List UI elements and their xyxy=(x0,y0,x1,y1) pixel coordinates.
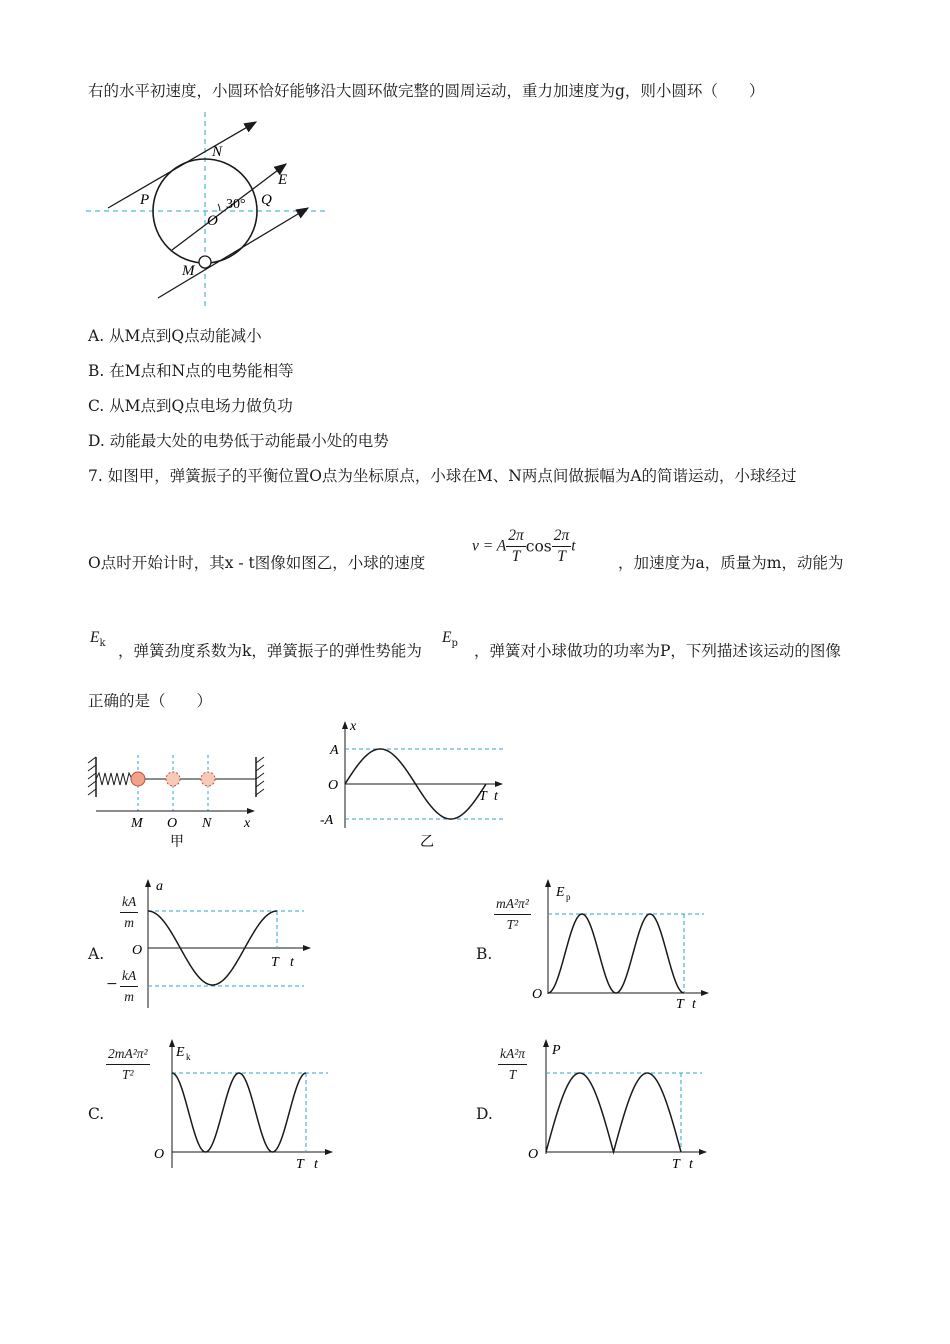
q6-option-c: C. 从M点到Q点电场力做负功 xyxy=(88,397,293,415)
d-axis-label: P xyxy=(552,1043,561,1058)
a-t: t xyxy=(290,955,294,970)
a-axis-label: a xyxy=(156,879,163,894)
option-c-graph xyxy=(104,1034,336,1174)
c-T: T xyxy=(296,1157,304,1172)
q6-figure xyxy=(86,110,336,310)
b-axis-sub: p xyxy=(566,892,571,902)
c-top-fraction: $\frac{\text{2mA²π²}}{\text{T²}}$ xyxy=(108,1046,148,1082)
d-origin: O xyxy=(528,1147,539,1162)
c-origin: O xyxy=(154,1147,165,1162)
d-t: t xyxy=(689,1157,693,1172)
symbol-ep: $E_p$ xyxy=(442,629,458,650)
label-N: N xyxy=(212,144,223,160)
q7-option-b-label: B. xyxy=(476,945,493,963)
option-b-graph xyxy=(492,874,712,1014)
q6-stem-tail: 右的水平初速度，小圆环恰好能够沿大圆环做完整的圆周运动，重力加速度为g，则小圆环（ ） xyxy=(88,82,765,100)
label-P: P xyxy=(140,192,150,208)
q6-option-b: B. 在M点和N点的电势能相等 xyxy=(88,362,294,380)
fig-yi xyxy=(318,718,518,858)
c-t: t xyxy=(314,1157,318,1172)
b-T: T xyxy=(676,997,684,1012)
q7-line3-a: ，弹簧劲度系数为k，弹簧振子的弹性势能为 xyxy=(118,642,422,660)
jia-label-O: O xyxy=(167,816,178,831)
velocity-formula: v = A $\frac{2\pi}{T}$ cos $\frac{2\pi}{T}$ t xyxy=(472,527,576,565)
q7-line1: 7. 如图甲，弹簧振子的平衡位置O点为坐标原点，小球在M、N两点间做振幅为A的简谐运动，小球经过 xyxy=(88,467,797,485)
yi-label-O: O xyxy=(328,778,339,793)
q7-option-a-label: A. xyxy=(88,945,105,963)
option-a-graph xyxy=(104,874,314,1014)
jia-caption: 甲 xyxy=(170,835,184,850)
jia-label-M: M xyxy=(131,816,143,831)
a-bottom-sign: − xyxy=(106,976,118,992)
yi-label-t: t xyxy=(494,789,498,804)
b-t: t xyxy=(692,997,696,1012)
jia-label-N: N xyxy=(202,816,212,831)
b-origin: O xyxy=(532,987,543,1002)
a-T: T xyxy=(271,955,279,970)
q6-option-d: D. 动能最大处的电势低于动能最小处的电势 xyxy=(88,432,389,450)
q7-option-c-label: C. xyxy=(88,1105,105,1123)
q7-line4: 正确的是（ ） xyxy=(88,692,213,710)
q7-option-d-label: D. xyxy=(476,1105,493,1123)
yi-label-T: T xyxy=(479,789,487,804)
label-O: O xyxy=(207,213,218,229)
a-bottom-fraction: $\frac{kA}{m}$ xyxy=(122,968,137,1004)
fig-jia xyxy=(86,745,276,855)
yi-label-neg-A: -A xyxy=(320,813,334,828)
yi-label-A: A xyxy=(330,743,339,758)
b-top-fraction: $\frac{\text{mA²π²}}{\text{T²}}$ xyxy=(496,896,529,932)
b-axis-label: E xyxy=(556,885,565,900)
d-T: T xyxy=(672,1157,680,1172)
option-b-curve xyxy=(548,914,684,993)
q7-line2-a: O点时开始计时，其x - t图像如图乙，小球的速度 xyxy=(88,554,426,572)
q6-option-a: A. 从M点到Q点动能减小 xyxy=(88,327,262,345)
label-E: E xyxy=(278,172,288,188)
option-c-curve xyxy=(172,1073,306,1152)
yi-caption: 乙 xyxy=(420,835,434,850)
label-angle: 30° xyxy=(226,197,246,212)
symbol-ek: $E_k$ xyxy=(90,629,106,650)
label-M: M xyxy=(182,263,195,279)
a-top-fraction: $\frac{kA}{m}$ xyxy=(122,894,137,930)
jia-label-x: x xyxy=(244,816,251,831)
d-top-fraction: $\frac{\text{kA²π}}{T}$ xyxy=(500,1046,526,1082)
option-d-curve xyxy=(546,1073,681,1152)
yi-label-x: x xyxy=(350,719,357,734)
q7-line2-b: ，加速度为a，质量为m，动能为 xyxy=(618,554,844,572)
label-Q: Q xyxy=(261,192,272,208)
option-d-graph xyxy=(492,1034,712,1174)
q7-line3-b: ，弹簧对小球做功的功率为P，下列描述该运动的图像 xyxy=(474,642,841,660)
c-axis-label: E xyxy=(176,1045,185,1060)
a-origin: O xyxy=(132,943,143,958)
c-axis-sub: k xyxy=(186,1052,191,1062)
